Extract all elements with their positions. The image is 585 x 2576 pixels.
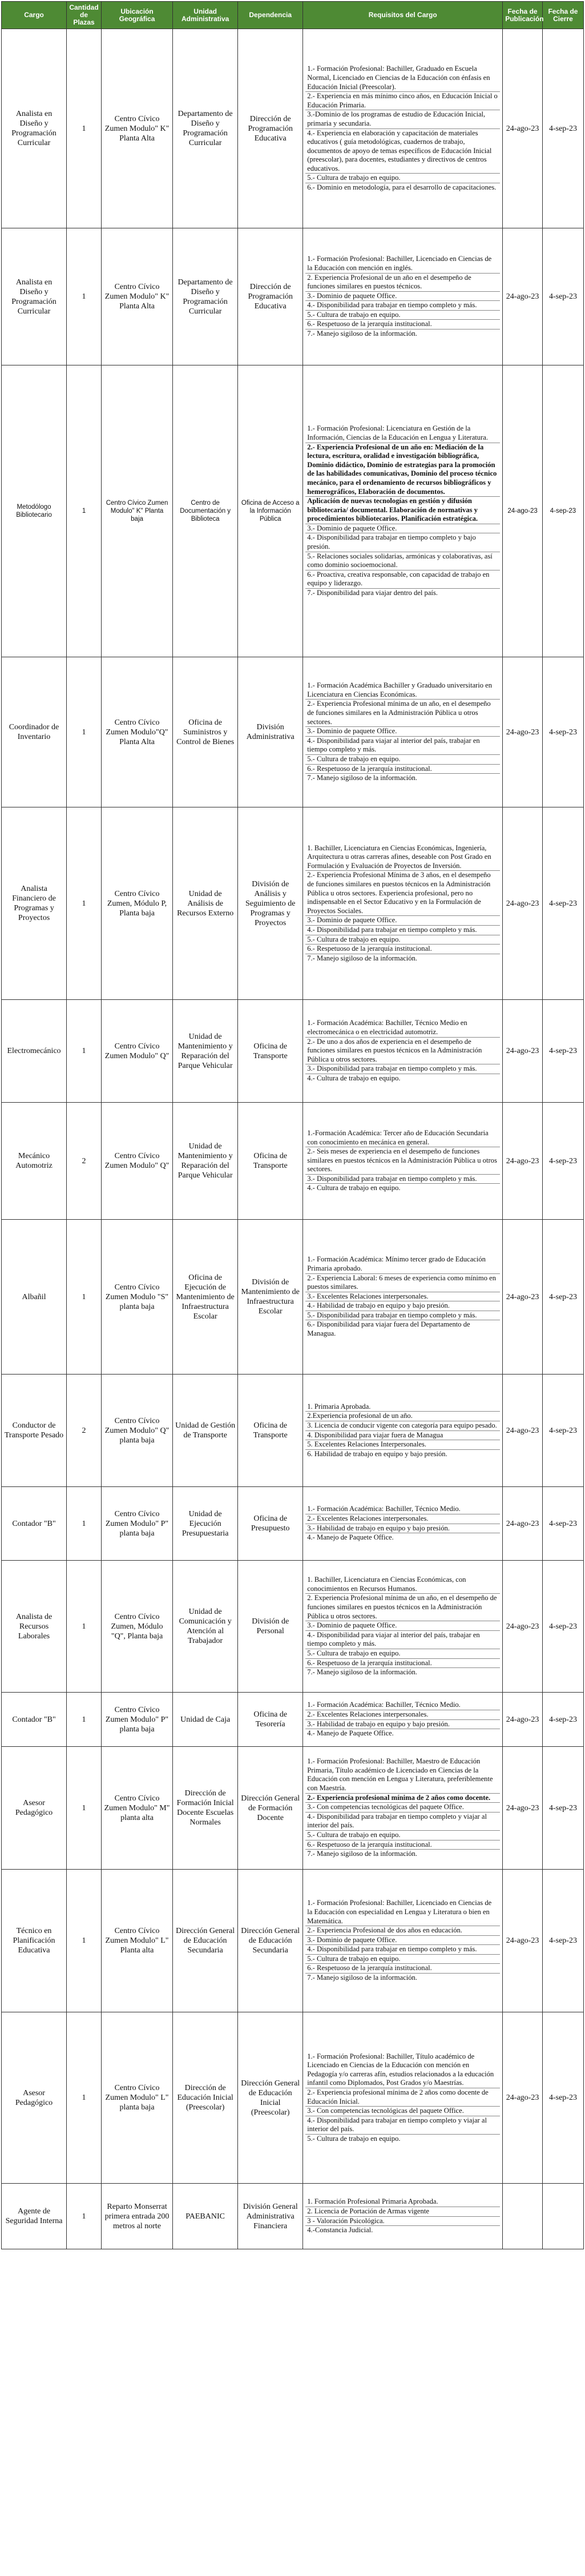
requisitos-cell (303, 1870, 503, 2012)
requisito-line: 1. Formación Profesional Primaria Aprobada. (305, 2197, 500, 2207)
table-row (2, 2184, 584, 2249)
requisito-line: 4.- Experiencia en elaboración y capacitación de materiales educativos ( guía metodológicas, cuadernos de trabajo, documentos de apoyo de temas específicos de Educación Inicial (preescolar), para docentes, estudiantes y directivos de centros educativos. (305, 129, 500, 174)
ubicacion-cell: Centro Cívico Zumen Modulo" Q" (101, 1000, 172, 1103)
requisito-line: 7.- Manejo sigiloso de la información. (307, 954, 417, 962)
requisito-line: 1.- Formación Profesional: Bachiller, Licenciado en Ciencias de la Educación con mención en inglés. (305, 255, 500, 273)
requisitos-cell (303, 657, 503, 807)
unidad-cell: Unidad de Ejecución Presupuestaria (173, 1487, 238, 1561)
requisito-line: 6.- Respetuoso de la jerarquía institucional. (305, 320, 500, 329)
requisito-line: 5.- Cultura de trabajo en equipo. (305, 1955, 500, 1964)
requisito-line: 1.- Formación Profesional: Licenciatura en Gestión de la Información, Ciencias de la Educación en Lengua y Literatura. (305, 424, 500, 443)
requisito-line: 1. Bachiller, Licenciatura en Ciencias Económicas, Ingeniería, Arquitectura u otras carreras afines, deseable con Post Grado en Formulación y Evaluación de Proyectos de Inversión. (305, 844, 500, 871)
cargo-cell: Albañil (2, 1220, 67, 1375)
requisito-line: 5.- Cultura de trabajo en equipo. (305, 935, 500, 945)
requisito-line: 4.- Disponibilidad para trabajar en tiempo completo y viajar al interior del país. (305, 2116, 500, 2135)
cierre-cell: 4-sep-23 (542, 657, 583, 807)
dependencia-cell: Oficina de Transporte (238, 1375, 303, 1487)
cantidad-cell: 1 (67, 29, 102, 228)
unidad-cell: Oficina de Suministros y Control de Bienes (173, 657, 238, 807)
requisito-line: 1. Primaria Aprobada. (305, 1402, 500, 1412)
requisito-line: 6.- Disponibilidad para viajar fuera del Departamento de Managua. (307, 1320, 470, 1338)
requisitos-cell (303, 29, 503, 228)
requisito-line: 3.- Habilidad de trabajo en equipo y bajo presión. (305, 1720, 500, 1730)
requisito-line: 3.- Dominio de paquete Office. (305, 1621, 500, 1631)
ubicacion-cell: Centro Cívico Zumen Modulo" P" planta baja (101, 1693, 172, 1747)
cierre-cell: 4-sep-23 (542, 1375, 583, 1487)
requisitos-cell (303, 2184, 503, 2249)
cargo-cell: Analista de Recursos Laborales (2, 1561, 67, 1693)
requisito-line: 4.- Disponibilidad para trabajar en tiempo completo y bajo presión. (305, 533, 500, 552)
requisito-line: 1.- Formación Académica Bachiller y Graduado universitario en Licenciatura en Ciencias Económicas. (305, 681, 500, 700)
dependencia-cell: Dirección General de Educación Secundaria (238, 1870, 303, 2012)
publicacion-cell: 24-ago-23 (503, 1375, 543, 1487)
requisito-line: 7.- Manejo sigiloso de la información. (307, 1668, 417, 1677)
cierre-cell: 4-sep-23 (542, 1103, 583, 1220)
unidad-cell: Dirección General de Educación Secundaria (173, 1870, 238, 2012)
requisito-line: 4.- Habilidad de trabajo en equipo y bajo presión. (305, 1301, 500, 1311)
cargo-cell: Técnico en Planificación Educativa (2, 1870, 67, 2012)
header-row (2, 2, 584, 29)
requisito-line: 2.- Experiencia Profesional de dos años en educación. (305, 1926, 500, 1936)
table-row (2, 1693, 584, 1747)
unidad-cell: Unidad de Mantenimiento y Reparación del Parque Vehicular (173, 1000, 238, 1103)
requisito-line: 2.Experiencia profesional de un año. (305, 1412, 500, 1421)
requisito-line: 4.- Cultura de trabajo en equipo. (307, 1074, 401, 1082)
cierre-cell: 4-sep-23 (542, 807, 583, 1000)
publicacion-cell (503, 2184, 543, 2249)
table-row (2, 1375, 584, 1487)
unidad-cell: PAEBANIC (173, 2184, 238, 2249)
requisito-line: 4.- Cultura de trabajo en equipo. (307, 1184, 401, 1192)
requisito-line: 4.- Disponibilidad para trabajar en tiempo completo y más. (305, 301, 500, 311)
publicacion-cell: 24-ago-23 (503, 807, 543, 1000)
ubicacion-cell: Centro Cívico Zumen Modulo" Q" (101, 1103, 172, 1220)
requisito-line: 4.- Disponibilidad para viajar al interior del país, trabajar en tiempo completo y más. (305, 1631, 500, 1649)
table-row (2, 1747, 584, 1870)
publicacion-cell: 24-ago-23 (503, 2012, 543, 2184)
publicacion-cell: 24-ago-23 (503, 1487, 543, 1561)
requisito-line: 2.- Excelentes Relaciones interpersonales. (305, 1710, 500, 1720)
header-unidad: Unidad Administrativa (173, 2, 238, 29)
requisitos-cell (303, 1000, 503, 1103)
requisito-line: 5.- Cultura de trabajo en equipo. (307, 2134, 401, 2143)
cargo-cell: Coordinador de Inventario (2, 657, 67, 807)
requisitos-cell (303, 807, 503, 1000)
requisito-line: 2.- Experiencia Profesional Mínima de 3 años, en el desempeño de funciones similares en puestos técnicos en la Administración Pública u otros sectores. Experiencia profesional, pero no indispensable en el Sector Educativo y en la Formulación de Proyectos Sociales. (305, 871, 500, 916)
requisito-line: 3.- Dominio de paquete Office. (305, 1936, 500, 1946)
ubicacion-cell: Centro Cívico Zumen, Módulo "Q", Planta baja (101, 1561, 172, 1693)
table-row (2, 365, 584, 657)
dependencia-cell: División de Personal (238, 1561, 303, 1693)
ubicacion-cell: Centro Cívico Zumen Modulo" Q" planta baja (101, 1375, 172, 1487)
publicacion-cell: 24-ago-23 (503, 1220, 543, 1375)
cierre-cell: 4-sep-23 (542, 29, 583, 228)
cargo-cell: Agente de Seguridad Interna (2, 2184, 67, 2249)
requisito-line: 7.- Manejo sigiloso de la información. (307, 1850, 417, 1858)
requisito-line: Aplicación de nuevas tecnologías en gestión y difusión bibliotecaria/ documental. Elaboración de normativas y procedimientos bibliotecarios. Planificación estratégica. (305, 497, 500, 524)
requisito-line: 2. Experiencia Profesional mínima de un año, en el desempeño de funciones similares en puestos técnicos en la Administración Pública u otros sectores. (305, 1594, 500, 1621)
requisitos-cell (303, 2012, 503, 2184)
cantidad-cell: 1 (67, 1870, 102, 2012)
requisito-line: 2. Licencia de Portación de Armas vigente (305, 2207, 500, 2217)
dependencia-cell: División de Mantenimiento de Infraestructura Escolar (238, 1220, 303, 1375)
requisito-line: 5.- Cultura de trabajo en equipo. (305, 755, 500, 765)
publicacion-cell: 24-ago-23 (503, 1000, 543, 1103)
unidad-cell: Oficina de Ejecución de Mantenimiento de Infraestructura Escolar (173, 1220, 238, 1375)
cantidad-cell: 1 (67, 657, 102, 807)
cargo-cell: Analista en Diseño y Programación Curricular (2, 228, 67, 365)
requisito-line: 2.- Experiencia profesional mínima de 2 años como docente de Educación Inicial. (305, 2088, 500, 2107)
ubicacion-cell: Centro Cívico Zumen, Módulo P, Planta baja (101, 807, 172, 1000)
publicacion-cell: 24-ago-23 (503, 365, 543, 657)
publicacion-cell: 24-ago-23 (503, 657, 543, 807)
header-dependencia: Dependencia (238, 2, 303, 29)
requisito-line: 3.- Dominio de paquete Office. (305, 292, 500, 302)
requisitos-cell (303, 1220, 503, 1375)
header-requisitos: Requisitos del Cargo (303, 2, 503, 29)
cantidad-cell: 1 (67, 365, 102, 657)
cierre-cell: 4-sep-23 (542, 2012, 583, 2184)
table-row (2, 228, 584, 365)
requisito-line: 5.- Disponibilidad para trabajar en tiempo completo y más. (305, 1311, 500, 1321)
requisitos-cell (303, 228, 503, 365)
requisitos-cell (303, 1103, 503, 1220)
requisito-line: 4. Disponibilidad para viajar fuera de Managua (305, 1431, 500, 1441)
cantidad-cell: 1 (67, 2012, 102, 2184)
ubicacion-cell: Centro Cívico Zumen Modulo"Q" Planta Alta (101, 657, 172, 807)
requisito-line: 2.- Experiencia en más mínimo cinco años, en Educación Inicial o Educación Primaria. (305, 92, 500, 110)
cierre-cell: 4-sep-23 (542, 1220, 583, 1375)
requisito-line: 6.- Dominio en metodología, para el desarrollo de capacitaciones. (307, 183, 497, 192)
requisito-line: 4.- Disponibilidad para trabajar en tiempo completo y viajar al interior del país. (305, 1813, 500, 1831)
requisito-line: 6.- Respetuoso de la jerarquía institucional. (305, 765, 500, 774)
ubicacion-cell: Centro Cívico Zumen Modulo" K" Planta Alta (101, 29, 172, 228)
requisito-line: 1. Bachiller, Licenciatura en Ciencias Económicas, con conocimientos en Recursos Humanos. (305, 1576, 500, 1594)
requisito-line: 3. Licencia de conducir vigente con categoría para equipo pesado. (305, 1421, 500, 1431)
publicacion-cell: 24-ago-23 (503, 1103, 543, 1220)
vacancy-sheet (1, 1, 584, 2249)
requisito-line: 4.- Manejo de Paquete Office. (307, 1729, 394, 1738)
cargo-cell: Contador "B" (2, 1693, 67, 1747)
dependencia-cell: Oficina de Transporte (238, 1000, 303, 1103)
requisito-line: 1.-Formación Académica: Tercer año de Educación Secundaria con conocimiento en mecánica en general. (305, 1129, 500, 1147)
publicacion-cell: 24-ago-23 (503, 29, 543, 228)
requisito-line: 7.- Manejo sigiloso de la información. (307, 1974, 417, 1982)
publicacion-cell: 24-ago-23 (503, 1693, 543, 1747)
cierre-cell: 4-sep-23 (542, 1000, 583, 1103)
requisito-line: 7.- Manejo sigiloso de la información. (307, 774, 417, 782)
cantidad-cell: 2 (67, 1103, 102, 1220)
cargo-cell: Electromecánico (2, 1000, 67, 1103)
cantidad-cell: 1 (67, 807, 102, 1000)
ubicacion-cell: Centro Cívico Zumen Modulo "S" planta baja (101, 1220, 172, 1375)
cierre-cell: 4-sep-23 (542, 1870, 583, 2012)
ubicacion-cell: Centro Cívico Zumen Modulo" P" planta baja (101, 1487, 172, 1561)
dependencia-cell: División Administrativa (238, 657, 303, 807)
requisito-line: 3.- Dominio de paquete Office. (305, 524, 500, 534)
dependencia-cell: Dirección General de Educación Inicial (Preescolar) (238, 2012, 303, 2184)
requisito-line: 3.-Dominio de los programas de estudio de Educación Inicial, primaria y secundaria. (305, 110, 500, 128)
unidad-cell: Unidad de Gestión de Transporte (173, 1375, 238, 1487)
requisito-line: 6.- Respetuoso de la jerarquía institucional. (305, 1840, 500, 1850)
requisito-line: 3.- Habilidad de trabajo en equipo y bajo presión. (305, 1524, 500, 1534)
header-cargo: Cargo (2, 2, 67, 29)
dependencia-cell: Oficina de Transporte (238, 1103, 303, 1220)
cantidad-cell: 1 (67, 1000, 102, 1103)
requisito-line: 3.- Dominio de paquete Office. (305, 727, 500, 737)
cantidad-cell: 1 (67, 1747, 102, 1870)
requisito-line: 5. Excelentes Relaciones Interpersonales. (305, 1440, 500, 1450)
requisito-line: 4.- Disponibilidad para viajar al interior del país, trabajar en tiempo completo y más. (305, 737, 500, 755)
dependencia-cell: División General Administrativa Financiera (238, 2184, 303, 2249)
cantidad-cell: 1 (67, 1487, 102, 1561)
requisito-line: 5.- Cultura de trabajo en equipo. (305, 174, 500, 183)
requisito-line: 2.- Seis meses de experiencia en el desempeño de funciones similares en puestos técnicos en la Administración Pública u otros sectores. (305, 1147, 500, 1175)
header-cierre: Fecha de Cierre (542, 2, 583, 29)
cierre-cell: 4-sep-23 (542, 1747, 583, 1870)
requisito-line: 2. Experiencia Profesional de un año en el desempeño de funciones similares en puestos técnicos. (305, 274, 500, 292)
cierre-cell: 4-sep-23 (542, 365, 583, 657)
requisito-line: 5.- Cultura de trabajo en equipo. (305, 1649, 500, 1659)
publicacion-cell: 24-ago-23 (503, 1561, 543, 1693)
requisito-line: 6. Habilidad de trabajo en equipo y bajo presión. (307, 1449, 447, 1458)
table-row (2, 1000, 584, 1103)
requisito-line: 3.- Dominio de paquete Office. (305, 916, 500, 926)
dependencia-cell: División de Análisis y Seguimiento de Programas y Proyectos (238, 807, 303, 1000)
requisito-line: 4.- Disponibilidad para trabajar en tiempo completo y más. (305, 1945, 500, 1955)
dependencia-cell: Oficina de Acceso a la Información Pública (238, 365, 303, 657)
table-row (2, 1220, 584, 1375)
table-row (2, 29, 584, 228)
requisito-line: 6.- Proactiva, creativa responsable, con capacidad de trabajo en equipo y liderazgo. (305, 570, 500, 589)
requisito-line: 3 - Valoración Psicológica. (305, 2217, 500, 2227)
unidad-cell: Unidad de Mantenimiento y Reparación del Parque Vehicular (173, 1103, 238, 1220)
table-row (2, 1561, 584, 1693)
requisito-line: 3.- Disponibilidad para trabajar en tiempo completo y más. (305, 1175, 500, 1184)
cierre-cell: 4-sep-23 (542, 228, 583, 365)
requisito-line: 1.- Formación Académica: Bachiller, Técnico Medio. (305, 1701, 500, 1710)
cargo-cell: Mecánico Automotriz (2, 1103, 67, 1220)
cantidad-cell: 1 (67, 1220, 102, 1375)
requisito-line: 2.- Excelentes Relaciones interpersonales. (305, 1514, 500, 1524)
requisito-line: 2.- Experiencia Profesional de un año en: Mediación de la lectura, escritura, oralidad e investigación bibliográfica, Dominio didáctico, Dominio de estrategias para la promoción de las habilidades comunicativas, Dominio del proceso técnico mecánico, para el ordenamiento de recursos bibliográficos y hemerográficos, Elaboración de documentos. (305, 443, 500, 497)
requisito-line: 3.- Con competencias tecnológicas del paquete Office. (305, 1803, 500, 1813)
publicacion-cell: 24-ago-23 (503, 1747, 543, 1870)
cierre-cell: 4-sep-23 (542, 1693, 583, 1747)
unidad-cell: Unidad de Análisis de Recursos Externo (173, 807, 238, 1000)
unidad-cell: Dirección de Educación Inicial (Preescolar) (173, 2012, 238, 2184)
requisitos-cell (303, 1561, 503, 1693)
requisitos-cell (303, 1487, 503, 1561)
cierre-cell: 4-sep-23 (542, 1487, 583, 1561)
unidad-cell: Departamento de Diseño y Programación Curricular (173, 29, 238, 228)
cargo-cell: Analista en Diseño y Programación Curricular (2, 29, 67, 228)
requisitos-cell (303, 365, 503, 657)
cantidad-cell: 1 (67, 1693, 102, 1747)
ubicacion-cell: Centro Cívico Zumen Modulo" M" planta alta (101, 1747, 172, 1870)
requisito-line: 1.- Formación Profesional: Bachiller, Licenciado en Ciencias de la Educación con especialidad en Lengua y Literatura o bien en Matemática. (305, 1899, 500, 1926)
cargo-cell: Contador "B" (2, 1487, 67, 1561)
requisito-line: 1.- Formación Profesional: Bachiller, Maestro de Educación Primaria, Título académico de Licenciado en Ciencias de la Educación con mención en Lengua y Literatura, preferiblemente con Maestría. (305, 1757, 500, 1793)
unidad-cell: Centro de Documentación y Biblioteca (173, 365, 238, 657)
requisito-line: 2.- De uno a dos años de experiencia en el desempeño de funciones similares en puestos técnicos en la Administración Pública u otros sectores. (305, 1038, 500, 1065)
dependencia-cell: Dirección General de Formación Docente (238, 1747, 303, 1870)
ubicacion-cell: Reparto Monserrat primera entrada 200 metros al norte (101, 2184, 172, 2249)
requisito-line: 5.- Cultura de trabajo en equipo. (305, 1831, 500, 1840)
requisito-line: 7.- Disponibilidad para viajar dentro del país. (307, 589, 438, 597)
cantidad-cell: 1 (67, 2184, 102, 2249)
ubicacion-cell: Centro Cívico Zumen Modulo" K" Planta Alta (101, 228, 172, 365)
requisito-line: 2.- Experiencia Laboral: 6 meses de experiencia como mínimo en puestos similares. (305, 1274, 500, 1292)
requisito-line: 2.- Experiencia Profesional mínima de un año, en el desempeño de funciones similares en la Administración Pública u otros sectores. (305, 700, 500, 727)
table-row (2, 657, 584, 807)
publicacion-cell: 24-ago-23 (503, 1870, 543, 2012)
requisito-line: 6.- Respetuoso de la jerarquía institucional. (305, 945, 500, 954)
requisito-line: 1.- Formación Académica: Bachiller, Técnico Medio. (305, 1505, 500, 1514)
header-cantidad: Cantidad de Plazas (67, 2, 102, 29)
cargo-cell: Asesor Pedagógico (2, 2012, 67, 2184)
requisito-line: 2.- Experiencia profesional mínima de 2 años como docente. (305, 1794, 500, 1803)
requisito-line: 3.- Con competencias tecnológicas del paquete Office. (305, 2107, 500, 2116)
cargo-cell: Analista Financiero de Programas y Proyectos (2, 807, 67, 1000)
requisito-line: 7.- Manejo sigiloso de la información. (307, 329, 417, 338)
requisito-line: 4.- Disponibilidad para trabajar en tiempo completo y más. (305, 926, 500, 935)
requisito-line: 1.- Formación Profesional: Bachiller, Graduado en Escuela Normal, Licenciado en Ciencias de la Educación con énfasis en Educación Inicial (Preescolar). (305, 65, 500, 92)
cierre-cell (542, 2184, 583, 2249)
table-row (2, 807, 584, 1000)
header-ubicacion: Ubicación Geográfica (101, 2, 172, 29)
dependencia-cell: Dirección de Programación Educativa (238, 228, 303, 365)
ubicacion-cell: Centro Cívico Zumen Modulo" K" Planta baja (101, 365, 172, 657)
table-row (2, 1487, 584, 1561)
dependencia-cell: Dirección de Programación Educativa (238, 29, 303, 228)
cantidad-cell: 1 (67, 228, 102, 365)
cargo-cell: Metodólogo Bibliotecario (2, 365, 67, 657)
ubicacion-cell: Centro Cívico Zumen Modulo" L" Planta alta (101, 1870, 172, 2012)
cantidad-cell: 2 (67, 1375, 102, 1487)
unidad-cell: Unidad de Caja (173, 1693, 238, 1747)
cargo-cell: Asesor Pedagógico (2, 1747, 67, 1870)
cargo-cell: Conductor de Transporte Pesado (2, 1375, 67, 1487)
dependencia-cell: Oficina de Presupuesto (238, 1487, 303, 1561)
requisito-line: 4.- Manejo de Paquete Office. (307, 1533, 394, 1542)
requisitos-cell (303, 1693, 503, 1747)
ubicacion-cell: Centro Cívico Zumen Modulo" L" planta baja (101, 2012, 172, 2184)
requisito-line: 5.- Cultura de trabajo en equipo. (305, 311, 500, 320)
requisito-line: 3.- Excelentes Relaciones interpersonales. (305, 1292, 500, 1302)
requisito-line: 1.- Formación Académica: Mínimo tercer grado de Educación Primaria aprobado. (305, 1255, 500, 1273)
requisito-line: 1.- Formación Académica: Bachiller, Técnico Medio en electromecánica o en electricidad automotriz. (305, 1019, 500, 1037)
dependencia-cell: Oficina de Tesorería (238, 1693, 303, 1747)
requisitos-cell (303, 1375, 503, 1487)
requisito-line: 6.- Respetuoso de la jerarquía institucional. (305, 1659, 500, 1669)
requisito-line: 1.- Formación Profesional: Bachiller, Título académico de Licenciado en Ciencias de la Educación con mención en Pedagogía y/o carreras afín, estudios relacionados a la educación infantil como Diplomados, Post Grados y/o Maestrías. (305, 2052, 500, 2088)
cierre-cell: 4-sep-23 (542, 1561, 583, 1693)
unidad-cell: Departamento de Diseño y Programación Curricular (173, 228, 238, 365)
unidad-cell: Dirección de Formación Inicial Docente Escuelas Normales (173, 1747, 238, 1870)
table-row (2, 1870, 584, 2012)
header-publicacion: Fecha de Publicación (503, 2, 543, 29)
table-body (2, 29, 584, 2249)
table-row (2, 1103, 584, 1220)
requisito-line: 5.- Relaciones sociales solidarias, armónicas y colaborativas, así como dominio socioemocional. (305, 552, 500, 570)
vacancy-table (1, 1, 584, 2249)
requisitos-cell (303, 1747, 503, 1870)
requisito-line: 6.- Respetuoso de la jerarquía institucional. (305, 1964, 500, 1974)
unidad-cell: Unidad de Comunicación y Atención al Trabajador (173, 1561, 238, 1693)
requisito-line: 4.-Constancia Judicial. (307, 2226, 373, 2235)
publicacion-cell: 24-ago-23 (503, 228, 543, 365)
table-row (2, 2012, 584, 2184)
requisito-line: 3.- Disponibilidad para trabajar en tiempo completo y más. (305, 1064, 500, 1074)
cantidad-cell: 1 (67, 1561, 102, 1693)
